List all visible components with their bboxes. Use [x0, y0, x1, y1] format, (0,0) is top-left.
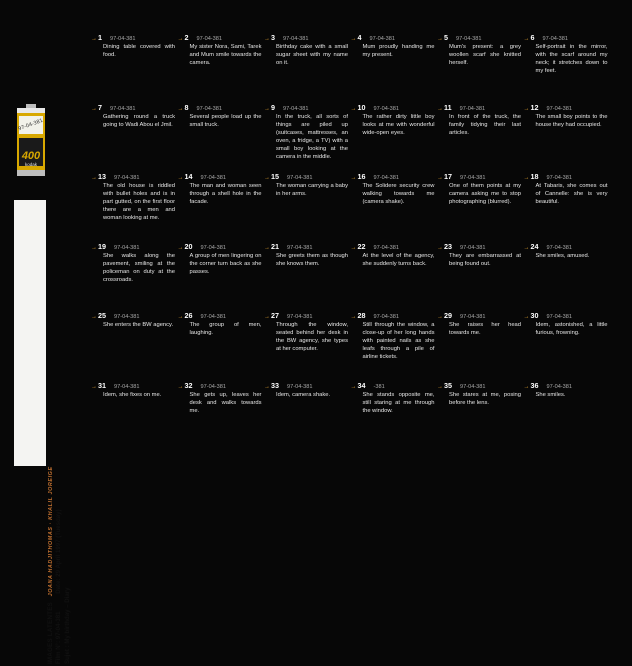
arrow-right-icon: → [437, 175, 443, 181]
film-code: 97-04-381 [460, 383, 486, 390]
frame-header [264, 173, 348, 181]
frame-entry [351, 173, 435, 206]
frame-caption: Idem, camera shake. [276, 391, 331, 398]
film-code: 97-04-381 [283, 105, 309, 112]
frame-caption: A group of men lingering on the corner turn back as she passes. [189, 252, 262, 275]
frame-number: 33 [271, 380, 279, 390]
frame-number: 3 [271, 33, 275, 42]
film-code: 97-04-381 [114, 314, 140, 320]
frame-caption: The Solidere security crew walking towards me (camera shake). [362, 183, 435, 206]
film-code: 97-04-381 [200, 383, 227, 390]
frame-entry [91, 312, 175, 329]
arrow-right-icon: → [177, 175, 184, 181]
film-code: 97-04-381 [546, 244, 573, 251]
frame-header [437, 104, 521, 112]
frame-caption: In front of the truck, the family tidying their last articles. [449, 113, 521, 136]
frame-number: 35 [444, 380, 452, 390]
frame-caption: The man and woman seen through a shell hole in the facade. [189, 183, 262, 206]
frame-entry [524, 173, 608, 206]
frame-entry [264, 34, 348, 67]
frame-caption: Dining table covered with food. [103, 44, 175, 59]
frame-header [178, 243, 262, 251]
frame-header [437, 34, 521, 42]
frame-header [264, 34, 348, 42]
frame-entry [437, 243, 521, 268]
arrow-right-icon: → [264, 314, 270, 320]
frame-header [178, 382, 262, 390]
frame-caption: The old house is riddled with bullet holes and is in part gutted, on the first floor there are a men and woman looking at me. [103, 183, 175, 222]
film-code: 97-04-381 [114, 244, 140, 251]
frame-header [178, 34, 262, 42]
film-code: 97-04-381 [110, 36, 136, 42]
frame-header [351, 173, 435, 181]
arrow-right-icon: → [177, 314, 184, 320]
canister-label: 97-04-381 [17, 117, 44, 133]
frame-entry [437, 382, 521, 407]
frame-number: 12 [530, 102, 539, 112]
frame-number: 25 [98, 311, 106, 320]
film-code: 97-04-381 [546, 175, 573, 181]
canister-speed: 400 [21, 150, 41, 162]
frame-number: 32 [184, 380, 193, 390]
arrow-right-icon: → [177, 244, 184, 251]
frame-number: 15 [271, 172, 279, 181]
frame-entry [437, 173, 521, 206]
film-code: 97-04-381 [459, 105, 486, 112]
frame-entry [524, 312, 608, 337]
arrow-right-icon: → [437, 36, 443, 42]
frame-caption: In the truck, all sorts of things are piled up (suitcases, mattresses, an oven, a fridge, a TV) with a small boy looking at the camera in the middle. [276, 113, 348, 160]
frame-number: 5 [444, 33, 448, 42]
frame-caption: She smiles. [535, 391, 566, 398]
film-code: 97-04-381 [200, 175, 227, 181]
frame-caption: She walks along the pavement, smiling at the policeman on duty at the crossroads. [103, 252, 175, 283]
frame-entry [264, 382, 348, 399]
arrow-right-icon: → [350, 105, 357, 112]
frame-header [351, 243, 435, 251]
film-code: 97-04-381 [200, 244, 227, 251]
frame-number: 17 [444, 172, 452, 181]
frame-entry [91, 34, 175, 59]
frame-header [91, 34, 175, 42]
arrow-right-icon: → [91, 383, 97, 390]
film-canister-icon [14, 104, 48, 178]
frame-number: 24 [530, 241, 539, 251]
film-code: 97-04-381 [287, 175, 313, 181]
frame-header [351, 312, 435, 320]
film-code: 97-04-381 [373, 105, 400, 112]
frame-number: 19 [98, 241, 106, 251]
canister-brand: kodak [24, 162, 38, 167]
frame-number: 34 [357, 380, 366, 390]
arrow-right-icon: → [350, 244, 357, 251]
frame-header [437, 173, 521, 181]
frame-entry [91, 382, 175, 399]
frame-number: 7 [98, 102, 102, 112]
arrow-right-icon: → [523, 175, 530, 181]
film-subject: Sujet : My birthday – Diary [63, 587, 71, 664]
frame-header [524, 243, 608, 251]
frame-number: 27 [271, 311, 279, 320]
frame-header [178, 173, 262, 181]
frame-number: 6 [530, 33, 535, 42]
frame-number: 36 [530, 380, 539, 390]
frame-header [178, 104, 262, 112]
film-code: 97-04-381 [196, 36, 223, 42]
film-code: 97-04-381 [373, 244, 400, 251]
arrow-right-icon: → [437, 314, 443, 320]
film-code: 97-04-381 [114, 175, 140, 181]
frame-number: 30 [530, 311, 539, 320]
frame-header [91, 382, 175, 390]
arrow-right-icon: → [91, 244, 97, 251]
film-code: 97-04-381 [460, 175, 486, 181]
frame-caption: The rather dirty little boy looks at me with wonderful wide-open eyes. [362, 113, 435, 136]
frame-header [91, 173, 175, 181]
frame-caption: She greets them as though she knows them. [276, 252, 348, 267]
frame-caption: She raises her head towards me. [449, 322, 521, 337]
arrow-right-icon: → [523, 244, 530, 251]
frame-caption: She stands opposite me, still staring at me through the window. [362, 391, 435, 414]
arrow-right-icon: → [264, 105, 270, 112]
frame-caption: The small boy points to the house they had occupied. [535, 113, 608, 128]
frame-header [524, 382, 608, 390]
frame-number: 10 [357, 102, 366, 112]
frame-number: 9 [271, 102, 275, 112]
frame-entry [178, 173, 262, 206]
frame-caption: At Tabaris, she comes out of Cannelle: she is very beautiful. [535, 183, 608, 206]
frame-header [351, 104, 435, 112]
frame-entry [524, 104, 608, 129]
arrow-right-icon: → [91, 105, 97, 112]
frame-entry [178, 34, 262, 67]
film-code: 97-04-381 [287, 383, 313, 390]
arrow-right-icon: → [91, 314, 97, 320]
film-code: 97-04-381 [287, 314, 313, 320]
frame-header [91, 104, 175, 112]
frame-caption: She enters the BW agency. [103, 322, 174, 328]
frame-entry [264, 173, 348, 198]
frame-entry [264, 243, 348, 268]
frame-caption: Self-portrait in the mirror, with the scarf around my neck; it stretches down to my feet. [535, 44, 608, 75]
film-code: 97-04-381 [373, 175, 400, 181]
film-code: 97-04-381 [196, 105, 223, 112]
frame-header [91, 312, 175, 320]
frame-header [524, 104, 608, 112]
frame-entry [178, 382, 262, 415]
arrow-right-icon: → [177, 36, 184, 42]
frame-entry [91, 243, 175, 284]
frame-caption: Idem, astonished, a little furious, frowning. [535, 322, 608, 337]
arrow-right-icon: → [437, 383, 443, 390]
arrow-right-icon: → [177, 105, 184, 112]
frame-header [178, 312, 262, 320]
frame-caption: Several people load up the small truck. [189, 113, 262, 128]
frame-entry [351, 34, 435, 59]
film-code: 97-04-381 [200, 314, 227, 320]
film-code: 97-04-381 [460, 244, 486, 251]
info-strip [14, 200, 71, 664]
frame-number: 22 [357, 241, 366, 251]
frame-entry [264, 312, 348, 353]
frame-entry [351, 312, 435, 361]
frame-number: 11 [444, 102, 452, 112]
project-title: IMAGES LATENTES [47, 602, 54, 664]
sidebar [0, 0, 71, 664]
frame-caption: Idem, she fixes on me. [103, 391, 162, 398]
frame-entry [264, 104, 348, 162]
film-code: -381 [373, 383, 385, 390]
film-code: 97-04-381 [546, 383, 573, 390]
frame-entry [178, 243, 262, 276]
arrow-right-icon: → [264, 175, 270, 181]
frame-entry [351, 243, 435, 268]
frame-number: 1 [98, 33, 102, 42]
frame-entry [437, 104, 521, 137]
frame-number: 23 [444, 241, 452, 251]
film-code: 97-04-381 [546, 105, 573, 112]
arrow-right-icon: → [350, 36, 357, 42]
frame-entry [178, 312, 262, 337]
frame-entry [437, 34, 521, 67]
frame-number: 8 [184, 102, 189, 112]
film-code: 97-04-381 [369, 36, 396, 42]
frame-number: 29 [444, 311, 452, 320]
frame-header [264, 312, 348, 320]
frame-header [351, 382, 435, 390]
frame-header [91, 243, 175, 251]
frame-number: 13 [98, 172, 106, 181]
frame-entry [178, 104, 262, 129]
arrow-right-icon: → [437, 244, 443, 251]
frame-entry [351, 382, 435, 415]
film-date: Date: 29 April 1997 (Tuesday) [55, 509, 63, 594]
frame-number: 20 [184, 241, 193, 251]
frame-entry [437, 312, 521, 337]
arrow-right-icon: → [523, 36, 530, 42]
arrow-right-icon: → [264, 244, 270, 251]
arrow-right-icon: → [264, 36, 270, 42]
arrow-right-icon: → [350, 175, 357, 181]
film-code: 97-04-381 [110, 105, 136, 112]
arrow-right-icon: → [350, 383, 357, 390]
frame-number: 16 [357, 172, 366, 181]
frame-header [437, 382, 521, 390]
frame-number: 31 [98, 380, 106, 390]
arrow-right-icon: → [91, 36, 97, 42]
frame-caption: One of them points at my camera asking me to stop photographing (blurred). [449, 183, 521, 206]
frame-caption: Mum proudly handing me my present. [362, 44, 435, 59]
frame-number: 21 [271, 241, 279, 251]
frame-header [524, 173, 608, 181]
frame-caption: They are embarrassed at being found out. [449, 252, 521, 267]
frame-caption: The woman carrying a baby in her arms. [276, 183, 348, 198]
arrow-right-icon: → [523, 314, 530, 320]
frame-number: 4 [357, 33, 362, 42]
frame-caption: Through the window, seated behind her desk in the BW agency, she types at her computer. [276, 322, 348, 353]
film-code: 97-04-381 [456, 36, 482, 42]
frame-entry [351, 104, 435, 137]
frame-number: 14 [184, 172, 193, 181]
frame-caption: She gets up, leaves her desk and walks towards me. [189, 391, 262, 414]
frame-header [264, 243, 348, 251]
brand-logo: JOANA HADJITHOMAS · KHALIL JOREIGE [48, 466, 54, 597]
frame-entry [91, 104, 175, 129]
frame-entry [524, 382, 608, 399]
film-code: 97-04-381 [546, 314, 573, 320]
frame-header [524, 34, 608, 42]
frame-header [524, 312, 608, 320]
frame-caption: Mum's present: a grey woollen scarf she knitted herself. [449, 44, 521, 67]
frame-caption: Gathering round a truck going to Wadi Abou el Jmil. [103, 113, 175, 128]
frame-caption: She stares at me, posing before the lens. [449, 391, 521, 406]
arrow-right-icon: → [523, 383, 530, 390]
frame-caption: My sister Nora, Sami, Tarek and Mum smile towards the camera. [189, 44, 262, 67]
arrow-right-icon: → [177, 383, 184, 390]
frame-number: 28 [357, 311, 366, 320]
frame-header [437, 243, 521, 251]
frame-caption: Birthday cake with a small sugar sheet with my name on it. [276, 44, 348, 67]
film-code: 97-04-381 [373, 314, 400, 320]
frame-header [264, 382, 348, 390]
film-code: 97-04-381 [283, 36, 309, 42]
frame-header [351, 34, 435, 42]
arrow-right-icon: → [523, 105, 530, 112]
frame-caption: Still through the window, a close-up of her long hands with painted nails as she leafs through a pile of airline tickets. [362, 322, 435, 361]
film-code: 97-04-381 [114, 383, 140, 390]
frame-entry [91, 173, 175, 222]
frame-caption: At the level of the agency, she suddenly turns back. [362, 252, 435, 267]
arrow-right-icon: → [350, 314, 357, 320]
arrow-right-icon: → [91, 175, 97, 181]
frame-number: 2 [184, 33, 189, 42]
arrow-right-icon: → [437, 105, 443, 112]
film-number: Film N°: 97-04-381 [55, 611, 63, 664]
film-code: 97-04-381 [460, 314, 486, 320]
frame-entry [524, 34, 608, 75]
frame-caption: The group of men, laughing. [189, 322, 262, 337]
film-code: 97-04-381 [287, 244, 313, 251]
frame-header [437, 312, 521, 320]
frame-number: 26 [184, 311, 193, 320]
frame-header [264, 104, 348, 112]
frame-caption: She smiles, amused. [535, 252, 590, 259]
arrow-right-icon: → [264, 383, 270, 390]
frame-number: 18 [530, 172, 539, 181]
film-code: 97-04-381 [542, 36, 569, 42]
frame-entry [524, 243, 608, 260]
